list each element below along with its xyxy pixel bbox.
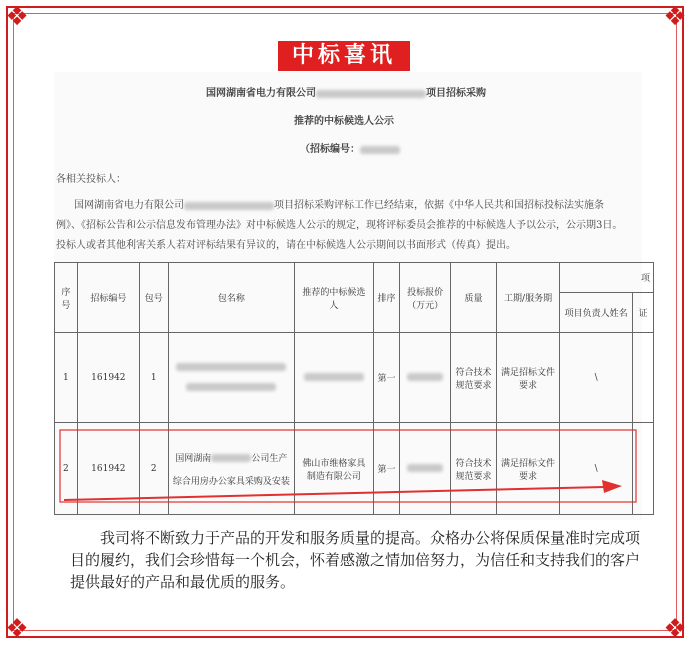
table-row: 1 161942 1 第一 符合技术规范要求 满足招标文件要求 \	[55, 333, 654, 423]
doc-salutation: 各相关投标人：	[56, 174, 126, 185]
th-pkg: 包号	[139, 263, 168, 333]
table-row: 2 161942 2 国网湖南 公司生产 综合用房办公家具采购及安装 佛山市维格家具制造有限公司 第一 符合技术规范要求 满足招标文件要求 \	[55, 423, 654, 515]
doc-paragraph-2: 例》、《招标公告和公示信息发布管理办法》对中标候选人公示的规定，现将评标委员会推荐的中标候选人予以公示，公示期3日。	[56, 220, 623, 231]
announcement-document	[54, 72, 650, 520]
corner-ornament-icon: ❖	[663, 2, 687, 32]
corner-ornament-icon: ❖	[663, 614, 687, 644]
th-project: 项	[560, 263, 654, 293]
th-price: 投标报价（万元）	[400, 263, 451, 333]
th-code: 招标编号	[77, 263, 139, 333]
highlight-arrow-icon	[54, 72, 642, 520]
corner-ornament-icon: ❖	[5, 2, 29, 32]
doc-paragraph-1: 国网湖南省电力有限公司 项目招标采购评标工作已经结束，依据《中华人民共和国招标投标法实施条	[74, 200, 604, 211]
th-quality: 质量	[451, 263, 497, 333]
corner-ornament-icon: ❖	[5, 614, 29, 644]
th-seq: 序号	[55, 263, 78, 333]
doc-paragraph-3: 投标人或者其他利害关系人若对评标结果有异议的，请在中标候选人公示期间以书面形式（传真）提出。	[56, 240, 516, 251]
doc-title-line1: 国网湖南省电力有限公司 项目招标采购	[206, 88, 486, 99]
th-pkg-name: 包名称	[168, 263, 295, 333]
doc-title-line3: （招标编号：	[300, 140, 400, 155]
th-rank: 排序	[373, 263, 400, 333]
th-cert: 证	[633, 293, 654, 333]
headline-banner: 中标喜讯	[278, 41, 410, 71]
company-statement: 我司将不断致力于产品的开发和服务质量的提高。众格办公将保质保量准时完成项目的履约，我们会珍惜每一个机会，怀着感激之情加倍努力，为信任和支持我们的客户提供最好的产品和最优质的服务。	[70, 529, 641, 591]
th-manager: 项目负责人姓名	[560, 293, 633, 333]
th-candidate: 推荐的中标候选人	[295, 263, 374, 333]
th-period: 工期/服务期	[496, 263, 559, 333]
doc-title-line2: 推荐的中标候选人公示	[294, 116, 394, 127]
